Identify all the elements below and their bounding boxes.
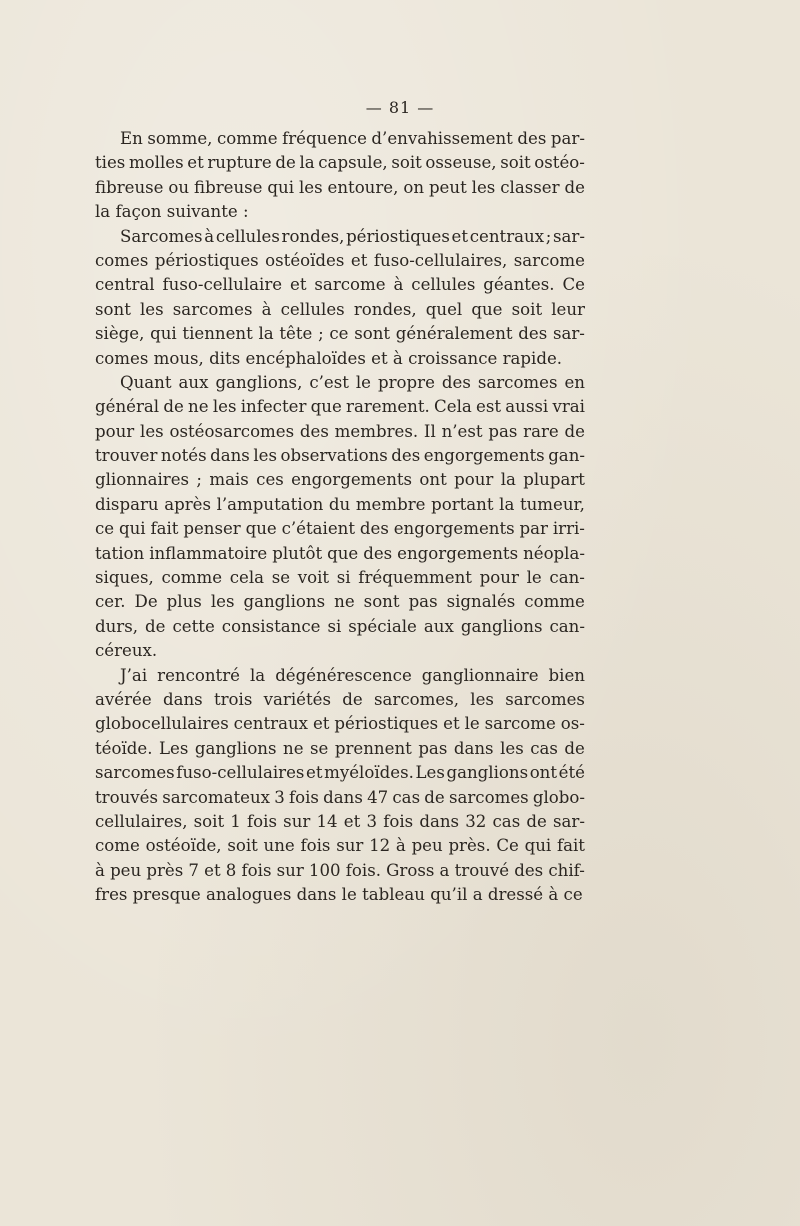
text-line: cer. De plus les ganglions ne sont pas signalés comme	[95, 592, 585, 612]
text-line: cellulaires, soit 1 fois sur 14 et 3 fois dans 32 cas de sar-	[95, 811, 585, 831]
text-line: sarcomes fuso-cellulaires et myéloïdes. Les ganglions ont été	[95, 763, 585, 783]
text-line: Sarcomes à cellules rondes, périostiques et centraux ; sar-	[120, 226, 585, 246]
text-line: pour les ostéosarcomes des membres. Il n’est pas rare de	[95, 421, 585, 441]
text-line: disparu après l’amputation du membre portant la tumeur,	[95, 494, 585, 514]
text-line: glionnaires ; mais ces engorgements ont pour la plupart	[95, 470, 585, 490]
text-line: ties molles et rupture de la capsule, soit osseuse, soit ostéo-	[95, 153, 585, 173]
text-line: fibreuse ou fibreuse qui les entoure, on peut les classer de	[95, 177, 585, 197]
text-line: siège, qui tiennent la tête ; ce sont généralement des sar-	[95, 324, 585, 344]
text-line: central fuso-cellulaire et sarcome à cellules géantes. Ce	[95, 275, 585, 295]
text-line: trouver notés dans les observations des engorgements gan-	[95, 446, 585, 466]
text-line: come ostéoïde, soit une fois sur 12 à peu près. Ce qui fait	[95, 836, 585, 856]
paragraph	[95, 371, 585, 664]
text-line: général de ne les infecter que rarement. Cela est aussi vrai	[95, 397, 585, 417]
text-line: téoïde. Les ganglions ne se prennent pas dans les cas de	[95, 738, 585, 758]
text-line: trouvés sarcomateux 3 fois dans 47 cas de sarcomes globo-	[95, 787, 585, 807]
text-line: siques, comme cela se voit si fréquemment pour le can-	[95, 568, 585, 588]
paragraph	[95, 225, 585, 371]
text-line: durs, de cette consistance si spéciale aux ganglions can-	[95, 616, 585, 636]
text-line: J’ai rencontré la dégénérescence ganglionnaire bien	[120, 665, 585, 685]
text-line: globocellulaires centraux et périostiques et le sarcome os-	[95, 714, 585, 734]
paragraph	[95, 664, 585, 908]
text-line: comes mous, dits encéphaloïdes et à croissance rapide.	[95, 348, 563, 368]
text-line: comes périostiques ostéoïdes et fuso-cellulaires, sarcome	[95, 250, 585, 270]
text-line: En somme, comme fréquence d’envahissement des par-	[120, 129, 585, 148]
text-line: tation inflammatoire plutôt que des engorgements néopla-	[95, 543, 585, 563]
text-line: la façon suivante :	[95, 202, 249, 222]
text-line: sont les sarcomes à cellules rondes, quel que soit leur	[95, 299, 585, 319]
text-line: fres presque analogues dans le tableau qu’il a dressé à ce	[95, 885, 583, 905]
body-text	[95, 127, 585, 908]
text-line: ce qui fait penser que c’étaient des engorgements par irri-	[95, 519, 585, 539]
text-line: céreux.	[95, 641, 158, 661]
text-line: Quant aux ganglions, c’est le propre des sarcomes en	[120, 372, 585, 392]
text-line: à peu près 7 et 8 fois sur 100 fois. Gross a trouvé des chif-	[95, 860, 585, 880]
page-number-header: — 81 —	[365, 98, 435, 117]
text-line: avérée dans trois variétés de sarcomes, les sarcomes	[95, 689, 585, 709]
paragraph	[95, 127, 585, 225]
